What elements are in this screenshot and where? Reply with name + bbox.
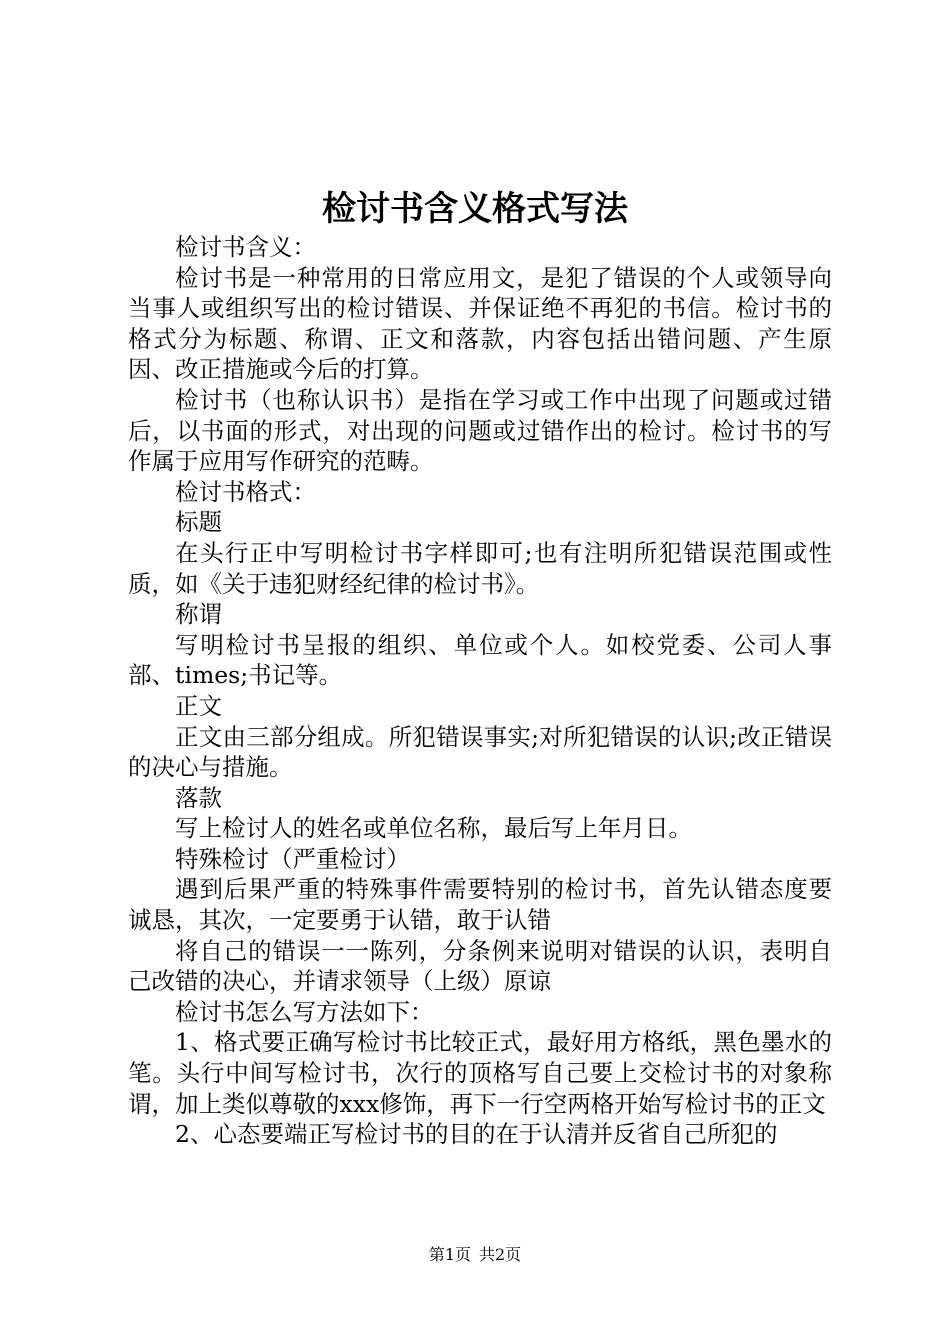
paragraph: 1、格式要正确写检讨书比较正式，最好用方格纸，黑色墨水的笔。头行中间写检讨书，次行的顶格写自己要上交检讨书的对象称谓，加上类似尊敬的xxx修饰，再下一行空两格开始写检讨书的正文 <box>128 1028 832 1118</box>
document-body <box>128 232 832 1150</box>
paragraph: 写明检讨书呈报的组织、单位或个人。如校党委、公司人事部、times;书记等。 <box>128 630 832 690</box>
paragraph: 将自己的错误一一陈列，分条例来说明对错误的认识，表明自己改错的决心，并请求领导（上级）原谅 <box>128 936 832 996</box>
paragraph: 2、心态要端正写检讨书的目的在于认清并反省自己所犯的 <box>175 1120 778 1149</box>
paragraph: 检讨书是一种常用的日常应用文，是犯了错误的个人或领导向当事人或组织写出的检讨错误、并保证绝不再犯的书信。检讨书的格式分为标题、称谓、正文和落款，内容包括出错问题、产生原因、改正措施或今后的打算。 <box>128 263 832 384</box>
page-footer <box>0 1245 950 1265</box>
paragraph: 在头行正中写明检讨书字样即可;也有注明所犯错误范围或性质，如《关于违犯财经纪律的检讨书》。 <box>128 538 832 598</box>
section-heading: 正文 <box>175 691 222 720</box>
paragraph: 写上检讨人的姓名或单位名称，最后写上年月日。 <box>175 814 692 843</box>
paragraph: 检讨书怎么写方法如下： <box>175 997 434 1026</box>
section-heading: 称谓 <box>175 600 222 629</box>
paragraph: 检讨书含义： <box>175 233 316 261</box>
section-heading: 特殊检讨（严重检讨） <box>175 844 410 873</box>
document-title: 检讨书含义格式写法 <box>322 189 628 229</box>
section-heading: 标题 <box>175 508 222 537</box>
paragraph: 检讨书（也称认识书）是指在学习或工作中出现了问题或过错后，以书面的形式，对出现的问题或过错作出的检讨。检讨书的写作属于应用写作研究的范畴。 <box>128 385 832 476</box>
section-heading: 落款 <box>175 783 222 812</box>
page-number: 第1页 <box>428 1245 471 1264</box>
paragraph: 检讨书格式： <box>175 477 316 506</box>
paragraph: 遇到后果严重的特殊事件需要特别的检讨书，首先认错态度要诚恳，其次，一定要勇于认错，敢于认错 <box>128 875 832 935</box>
paragraph: 正文由三部分组成。所犯错误事实;对所犯错误的认识;改正错误的决心与措施。 <box>128 722 832 782</box>
page-total: 共2页 <box>479 1245 522 1264</box>
